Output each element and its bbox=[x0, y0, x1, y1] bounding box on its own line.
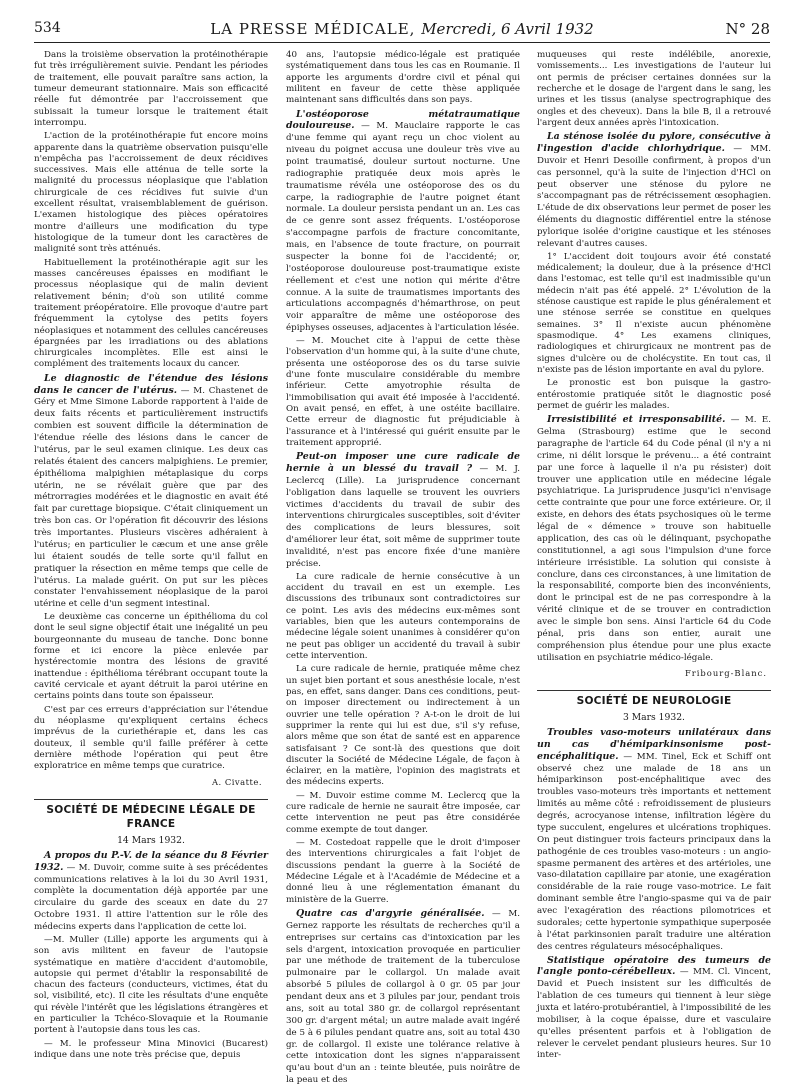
journal-name: LA PRESSE MÉDICALE, bbox=[210, 20, 416, 38]
paragraph: —M. Muller (Lille) apporte les arguments qui à son avis militent en faveur de l'autopsie systématique en matière d'accident d'automobile, autopsie qui permet d'établir la responsabilité de chacun des facteurs (conducteurs, victimes, état du sol, visibilité, etc). Il cite les résultats d'une enquête qui révèle l'intérêt que les législations étrangères et en particulier la Tchéco-Slovaquie et la Roumanie portent à l'autopsie dans tous les cas. bbox=[34, 934, 268, 1036]
paragraph: 1° L'accident doit toujours avoir été constaté médicalement; la douleur, due à la présence d'HCl dans l'estomac, est telle qu'il est inadmissible qu'un médecin n'ait pas été appelé. 2° L'évolution de la sténose caustique est rapide le plus généralement et une sténose serrée se constitue en quelques semaines. 3° Il n'existe aucun phénomène spasmodique. 4° Les examens cliniques, radiologiques et chirurgicaux ne montrent pas de signes d'ulcère ou de cholécystite. En tout cas, il n'existe pas de lésion importante en aval du pylore. bbox=[537, 251, 771, 375]
author-signature: Fribourg-Blanc. bbox=[684, 667, 767, 678]
article-heading bbox=[537, 727, 771, 952]
paragraph: L'action de la protéinothérapie fut encore moins apparente dans la quatrième observation puisqu'elle n'empêcha pas l'accroissement de deux récidives successives. Mais elle atténua de telle sorte la malignité du processus néoplasique que l'ablation chirurgicale de ces récidives fut suivie d'un excellent résultat, vraisemblablement de guérison. L'examen histologique des pièces opératoires montre d'ailleurs une modification du type histologique de la tumeur dont les caractères de malignité sont très atténués. bbox=[34, 131, 268, 255]
article-heading bbox=[537, 131, 771, 250]
article-title: Peut-on imposer une cure radicale de hernie à un blessé du travail ? bbox=[286, 451, 520, 474]
paragraph: muqueuses qui reste indélébile, anorexie, vomissements... Les investigations de l'auteur lui ont permis de préciser certaines données sur la recherche et le dosage de l'argent dans le sang, les urines et les tissus (analyse spectrographique des ongles et des cheveux). Dans la bile B, il a retrouvé l'argent deux années après l'intoxication. bbox=[537, 50, 771, 128]
article-title: Statistique opératoire des tumeurs de l'angle ponto-cérébelleux. bbox=[537, 954, 771, 978]
paragraph: — M. le professeur Mina Minovici (Bucarest) indique dans une note très précise que, depuis bbox=[34, 1038, 268, 1061]
section-date: 3 Mars 1932. bbox=[623, 712, 685, 724]
section-title: SOCIÉTÉ DE NEUROLOGIE bbox=[537, 690, 771, 709]
article-title: Quatre cas d'argyrie généralisée. bbox=[296, 907, 485, 919]
paragraph: La cure radicale de hernie consécutive à un accident du travail en est un exemple. Les discussions des tribunaux sont contradictoires sur ce point. Les avis des médecins eux-mêmes sont variables, bien que les auteurs contemporains de médecine légale soient unanimes à considérer qu'on ne peut pas obliger un accidenté du travail à subir cette intervention. bbox=[286, 571, 520, 661]
article-title: La sténose isolée du pylore, consécutive à l'ingestion d'acide chlorhydrique. bbox=[537, 131, 771, 154]
article-body: — M. J. Leclercq (Lille). La jurisprudence concernant l'obligation dans laquelle se trouvent les ouvriers victimes d'accidents du travail de subir des interventions chirurgicales susceptibles, soit d'éviter des complications de leurs blessures, soit d'améliorer leur état, soit même de supprimer toute invalidité, n'est pas encore fixée d'une manière précise. bbox=[286, 463, 520, 569]
article-heading bbox=[286, 908, 520, 1086]
article-heading bbox=[286, 451, 520, 570]
running-title bbox=[34, 20, 770, 38]
article-body: — M. Mauclaire rapporte le cas d'une femme qui ayant reçu un choc violent au niveau du poignet accusa une douleur très vive au point traumatisé, douleur surtout nocturne. Une radiographie pratiquée deux mois après le traumatisme révéla une ostéoporose des os du carpe, la radiographie de l'autre poignet étant normale. La douleur persista pendant un an. Les cas de ce genre sont assez fréquents. L'ostéoporose s'accompagne parfois de fracture concomitante, mais, en l'absence de toute fracture, on pourrait suspecter la bonne foi de l'accidenté; or, l'ostéoporose douloureuse post-traumatique existe réellement et c'est une notion qui mérite d'être connue. A la suite de traumatismes importants des articulations accompagnés d'hémarthrose, on peut voir apparaître de même une ostéoporose des épiphyses osseuses, adjacentes à l'articulation lésée. bbox=[286, 121, 520, 334]
article-body: — M. Duvoir, comme suite à ses précédentes communications relatives à la loi du 30 Avril 1931, complète la documentation déjà apportée par une circulaire du garde des sceaux en date du 27 Octobre 1931. Il attire l'attention sur le rôle des médecins experts dans l'application de cette loi. bbox=[34, 862, 268, 933]
issue-number: N° 28 bbox=[725, 20, 770, 38]
article-title: Irresistibilité et irresponsabilité. bbox=[547, 414, 726, 426]
paragraph: Le deuxième cas concerne un épithélioma du col dont le seul signe objectif était une inégalité un peu bourgeonnante du museau de tanche. Donc bonne forme et ici encore la pièce enlevée par hystérectomie montra des lésions de gravité inattendue : épithélioma térébrant occupant toute la cavité cervicale et ayant détruit la paroi utérine en certains points dans toute son épaisseur. bbox=[34, 612, 268, 702]
article-body: — MM. Duvoir et Henri Desoille confirment, à propos d'un cas personnel, qu'à la suite de l'injection d'HCl on peut observer une sténose du pylore ne s'accompagnant pas de rétrécissement œsophagien. L'étude de dix observations leur permet de poser les éléments du diagnostic différentiel entre la sténose pylorique isolée d'origine caustique et les sténoses relevant d'autres causes. bbox=[537, 143, 771, 249]
author-signature: A. Civatte. bbox=[211, 776, 262, 787]
column-left bbox=[34, 50, 268, 1070]
paragraph: C'est par ces erreurs d'appréciation sur l'étendue du néoplasme qu'expliquent certains échecs imprévus de la curiethérapie et, dans les cas douteux, il semble qu'il faille préférer à cette dernière méthode l'opération qui peut être exploratrice en même temps que curatrice. bbox=[34, 704, 268, 772]
article-title: L'ostéoporose métatraumatique douloureuse. bbox=[286, 108, 520, 132]
article-heading bbox=[537, 414, 771, 663]
article-heading bbox=[537, 955, 771, 1062]
article-body: — M. Chastenet de Géry et Mme Simone Laborde rapportent à l'aide de deux faits récents et particulièrement instructifs combien est souvent difficile la détermination de l'étendue réelle des lésions dans le cancer de l'utérus, par le seul examen clinique. Les deux cas relatés étaient des cancers malpighiens. Le premier, épithélioma malpighien métaplasique du corps utérin, ne se révélait guère que par des métrorragies modérées et le diagnostic en avait été fait par curettage biopsique. C'était cliniquement un très bon cas. Or l'opération fit découvrir des lésions très importantes. Plusieurs viscères adhéraient à l'utérus; en particulier le cæcum et une anse grêle lui étaient soudés de telle sorte qu'il fallut en pratiquer la résection en même temps que celle de l'utérus. La malade guérit. On put sur les pièces constater l'envahissement néoplasique de la paroi utérine et celle d'un segment intestinal. bbox=[34, 385, 268, 610]
article-body: — M. E. Gelma (Strasbourg) estime que le second paragraphe de l'article 64 du Code pénal (il n'y a ni crime, ni délit lorsque le prévenu... a été contraint par une force à laquelle il n'a pu résister) doit trouver une application utile en médecine légale psychiatrique. La jurisprudence jusqu'ici n'envisage cette contrainte que pour une force extérieure. Or, il existe, en dehors des états psychosiques où le terme légal de « démence » trouve son habituelle application, des cas où le délinquant, psychopathe constitutionnel, a agi sous l'impulsion d'une force intérieure irrésistible. La solution qui consiste à conclure, dans ces circonstances, à une limitation de la responsabilité, comporte bien des inconvénients, dont le principal est de ne pas correspondre à la vérité clinique et de se trouver en contradiction avec le simple bon sens. Ainsi l'article 64 du Code pénal, pris dans son entier, aurait une compréhension plus étendue pour une plus exacte utilisation en psychiatrie médico-légale. bbox=[537, 415, 771, 663]
article-title: Le diagnostic de l'étendue des lésions dans le cancer de l'utérus. bbox=[34, 372, 268, 396]
article-heading bbox=[34, 850, 268, 933]
column-right bbox=[537, 50, 771, 1070]
article-body: — MM. Cl. Vincent, David et Puech insistent sur les difficultés de l'ablation de ces tumeurs qui tiennent à leur siège juxta et latéro-protubérantiel, à l'impossibilité de les mobiliser, à la coque épaisse, dure et vasculaire qu'elles présentent parfois et à l'obligation de relever le cervelet pendant plusieurs heures. Sur 10 inter- bbox=[537, 967, 772, 1061]
article-heading bbox=[34, 373, 268, 610]
paragraph: Habituellement la protéinothérapie agit sur les masses cancéreuses épaisses en modifiant le processus néoplasique qui de malin devient relativement bénin; d'où son utilité comme traitement préopératoire. Elle provoque d'autre part fréquemment la cytolyse des petits foyers néoplasiques et notamment des cellules cancéreuses épargnées par les irradiations ou des ablations chirurgicales incomplètes. Elle est ainsi le complément des traitements locaux du cancer. bbox=[34, 257, 268, 370]
paragraph: — M. Duvoir estime comme M. Leclercq que la cure radicale de hernie ne saurait être imposée, car cette intervention ne peut pas être considérée comme exempte de tout danger. bbox=[286, 790, 520, 835]
column-middle bbox=[286, 50, 520, 1086]
article-title: Troubles vaso-moteurs unilatéraux dans un cas d'hémiparkinsonisme post-encéphalitique. bbox=[537, 727, 771, 762]
paragraph: Le pronostic est bon puisque la gastro-entérostomie pratiquée sitôt le diagnostic posé permet de guérir les malades. bbox=[537, 378, 771, 411]
paragraph: La cure radicale de hernie, pratiquée même chez un sujet bien portant et sous anesthésie locale, n'est pas, en effet, sans danger. Dans ces conditions, peut-on imposer directement ou indirectement à un ouvrier une telle opération ? A-t-on le droit de lui supprimer la rente qui lui est due, s'il s'y refuse, alors même que son état de santé est en apparence satisfaisant ? Ce sont-là des questions que doit discuter la Société de Médecine Légale, de façon à éclairer, en la matière, l'opinion des magistrats et des médecins experts. bbox=[286, 664, 520, 788]
page-number: 534 bbox=[34, 20, 61, 36]
article-body: — M. Gernez rapporte les résultats de recherches qu'il a entreprises sur certains cas d'intoxication par les sels d'argent, intoxication provoquée en particulier par une méthode de traitement de la tuberculose pulmonaire par le collargol. Un malade avait absorbé 5 pilules de collargol à 0 gr. 05 par jour pendant deux ans et 3 pilules par jour, pendant trois ans, soit au total 380 gr. de collargol représentant 300 gr. d'argent métal; un autre malade avait ingéré de 5 à 6 pilules pendant quatre ans, soit au total 430 gr. de collargol. Il existe une tolérance relative à cette intoxication dont les signes n'apparaissent qu'au bout d'un an : teinte bleutée, puis noirâtre de la peau et des bbox=[286, 908, 520, 1086]
article-heading bbox=[286, 109, 520, 335]
article-title: A propos du P.-V. de la séance du 8 Février 1932. bbox=[34, 849, 268, 873]
issue-date: Mercredi, 6 Avril 1932 bbox=[421, 20, 594, 38]
section-title: SOCIÉTÉ DE MÉDECINE LÉGALE DE FRANCE bbox=[34, 799, 268, 832]
paragraph: — M. Mouchet cite à l'appui de cette thèse l'observation d'un homme qui, à la suite d'une chute, présenta une ostéoporose des os du tarse suivie d'une fonte musculaire considérable du membre inférieur. Cette amyotrophie résulta de l'immobilisation qui avait été imposée à l'accidenté. On avait pensé, en effet, à une ostéite bacillaire. Cette erreur de diagnostic fut préjudiciable à l'assurance et à l'intéressé qui guérit ensuite par le traitement approprié. bbox=[286, 336, 520, 448]
section-date: 14 Mars 1932. bbox=[117, 834, 185, 846]
page-header bbox=[34, 20, 770, 43]
paragraph: — M. Costedoat rappelle que le droit d'imposer des interventions chirurgicales a fait l'objet de discussions pendant la guerre à la Société de Médecine Légale et à l'Académie de Médecine et a donné lieu à une réglementation émanant du ministère de la Guerre. bbox=[286, 838, 520, 905]
article-body: — MM. Tinel, Eck et Schiff ont observé chez une malade de 18 ans un hémiparkinson post-encéphalitique avec des troubles vaso-moteurs très importants et nettement limités au même côté : refroidissement de plusieurs degrés, acrocyanose intense, infiltration légère du type succulent, engelures et ulcérations trophiques. On peut distinguer trois facteurs principaux dans la pathogénie de ces troubles vaso-moteurs : un angio-spasme permanent des artères et des artérioles, une vaso-dilatation capillaire par atonie, une exagération considérable de la raie rouge vaso-motrice. Le fait dominant semble être l'angio-spasme qui va de pair avec l'exagération des réactions pilomotrices et sudorales; cette hypertonie sympathique superposée à l'état parkinsonien paraît traduire une altération des centres régulateurs mésocéphaliques. bbox=[537, 751, 771, 952]
paragraph: Dans la troisième observation la protéinothérapie fut très irrégulièrement suivie. Pendant les périodes de traitement, elle pouvait paraître sans action, la tumeur demeurant stationnaire. Mais son efficacité réelle fut démontrée par l'accroissement que subissait la tumeur lorsque le traitement était interrompu. bbox=[34, 50, 268, 128]
paragraph: 40 ans, l'autopsie médico-légale est pratiquée systématiquement dans tous les cas en Roumanie. Il apporte les arguments d'ordre civil et pénal qui militent en faveur de cette thèse appliquée maintenant sans difficultés dans son pays. bbox=[286, 50, 520, 106]
